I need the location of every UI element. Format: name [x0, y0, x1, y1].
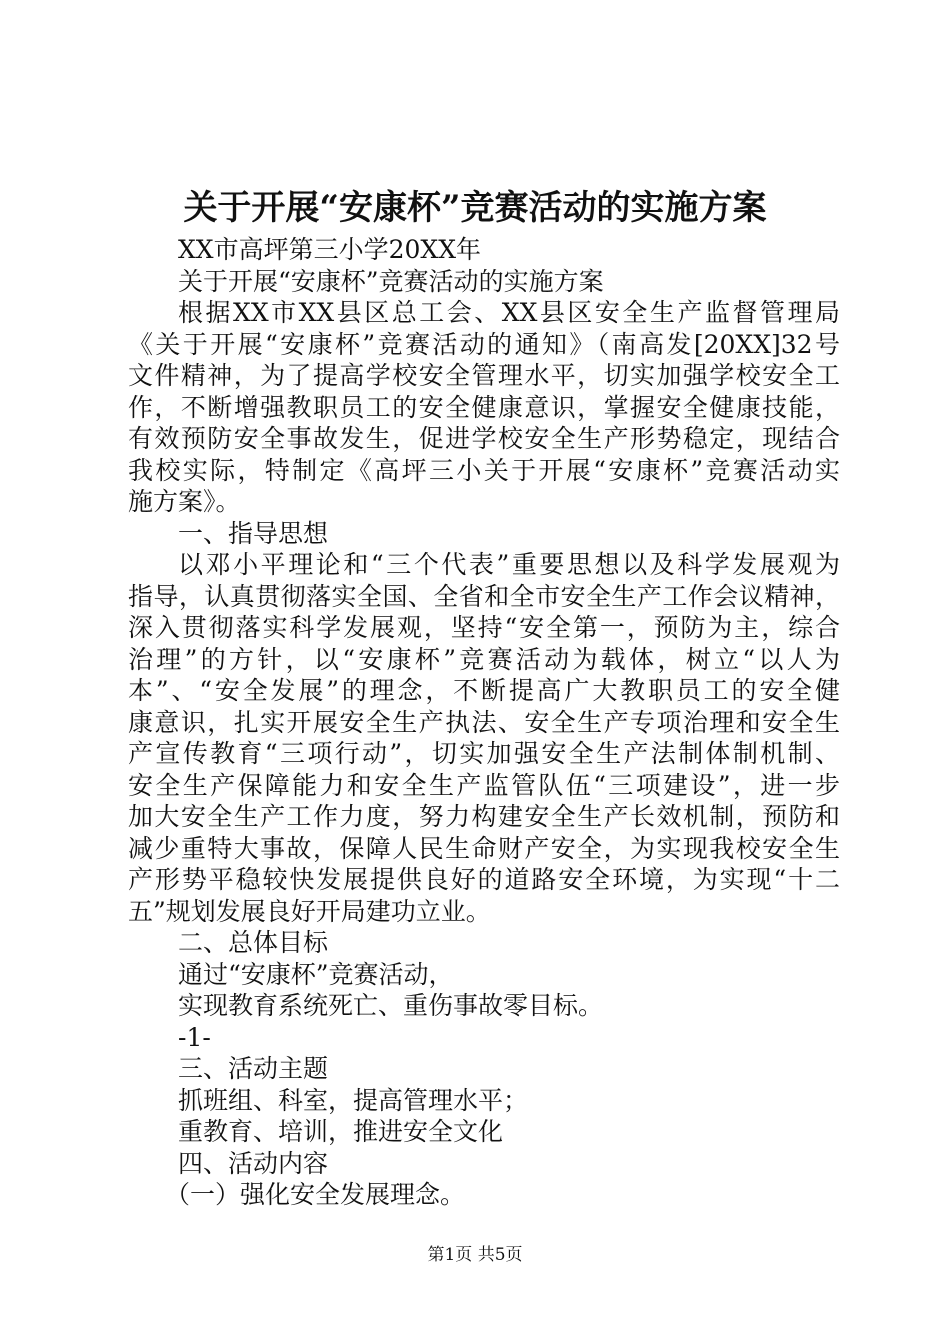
body-line: 文件精神，为了提高学校安全管理水平，切实加强学校安全工 [128, 361, 840, 390]
page-title: 关于开展“安康杯”竞赛活动的实施方案 [183, 188, 767, 228]
body-line: 实现教育系统死亡、重伤事故零目标。 [178, 991, 604, 1020]
body-line: 抓班组、科室，提高管理水平； [178, 1085, 529, 1115]
body-line: 三、活动主题 [178, 1054, 329, 1083]
body-line: 治理”的方针，以“安康杯”竞赛活动为载体，树立“以人为 [128, 644, 840, 674]
body-line: 指导，认真贯彻落实全国、全省和全市安全生产工作会议精神， [128, 581, 840, 611]
body-line: 五”规划发展良好开局建功立业。 [128, 896, 491, 926]
document-body [128, 234, 840, 1211]
page-footer: 第1页 共5页 [427, 1245, 523, 1265]
body-line: （一）强化安全发展理念。 [165, 1180, 466, 1209]
body-line: 康意识，扎实开展安全生产执法、安全生产专项治理和安全生 [128, 707, 840, 737]
body-line: 通过“安康杯”竞赛活动， [178, 959, 454, 989]
body-line: 本”、“安全发展”的理念，不断提高广大教职员工的安全健 [128, 676, 840, 705]
body-line: 安全生产保障能力和安全生产监管队伍“三项建设”，进一步 [128, 770, 840, 800]
body-line: 产宣传教育“三项行动”，切实加强安全生产法制体制机制、 [128, 739, 840, 768]
body-line: 加大安全生产工作力度，努力构建安全生产长效机制，预防和 [128, 802, 840, 831]
body-line: 根据XX市XX县区总工会、XX县区安全生产监督管理局 [178, 298, 840, 327]
body-line: 《关于开展“安康杯”竞赛活动的通知》（南高发[20XX]32号 [128, 329, 840, 359]
body-line: 深入贯彻落实科学发展观，坚持“安全第一，预防为主，综合 [128, 613, 840, 642]
body-line: 二、总体目标 [178, 928, 329, 957]
body-line: 四、活动内容 [178, 1148, 329, 1178]
body-line: -1- [178, 1022, 211, 1052]
body-line: XX市高坪第三小学20XX年 [178, 235, 482, 264]
body-line: 减少重特大事故，保障人民生命财产安全，为实现我校安全生 [128, 833, 840, 863]
body-line: 以邓小平理论和“三个代表”重要思想以及科学发展观为 [178, 550, 840, 579]
body-line: 产形势平稳较快发展提供良好的道路安全环境，为实现“十二 [128, 865, 840, 894]
body-line: 关于开展“安康杯”竞赛活动的实施方案 [178, 266, 604, 296]
body-line: 施方案》。 [128, 487, 241, 516]
body-line: 一、指导思想 [178, 518, 329, 548]
body-line: 我校实际，特制定《高坪三小关于开展“安康杯”竞赛活动实 [128, 455, 840, 485]
body-line: 重教育、培训，推进安全文化 [178, 1117, 504, 1146]
body-line: 有效预防安全事故发生，促进学校安全生产形势稳定，现结合 [128, 424, 840, 453]
body-line: 作，不断增强教职员工的安全健康意识，掌握安全健康技能， [128, 392, 840, 422]
